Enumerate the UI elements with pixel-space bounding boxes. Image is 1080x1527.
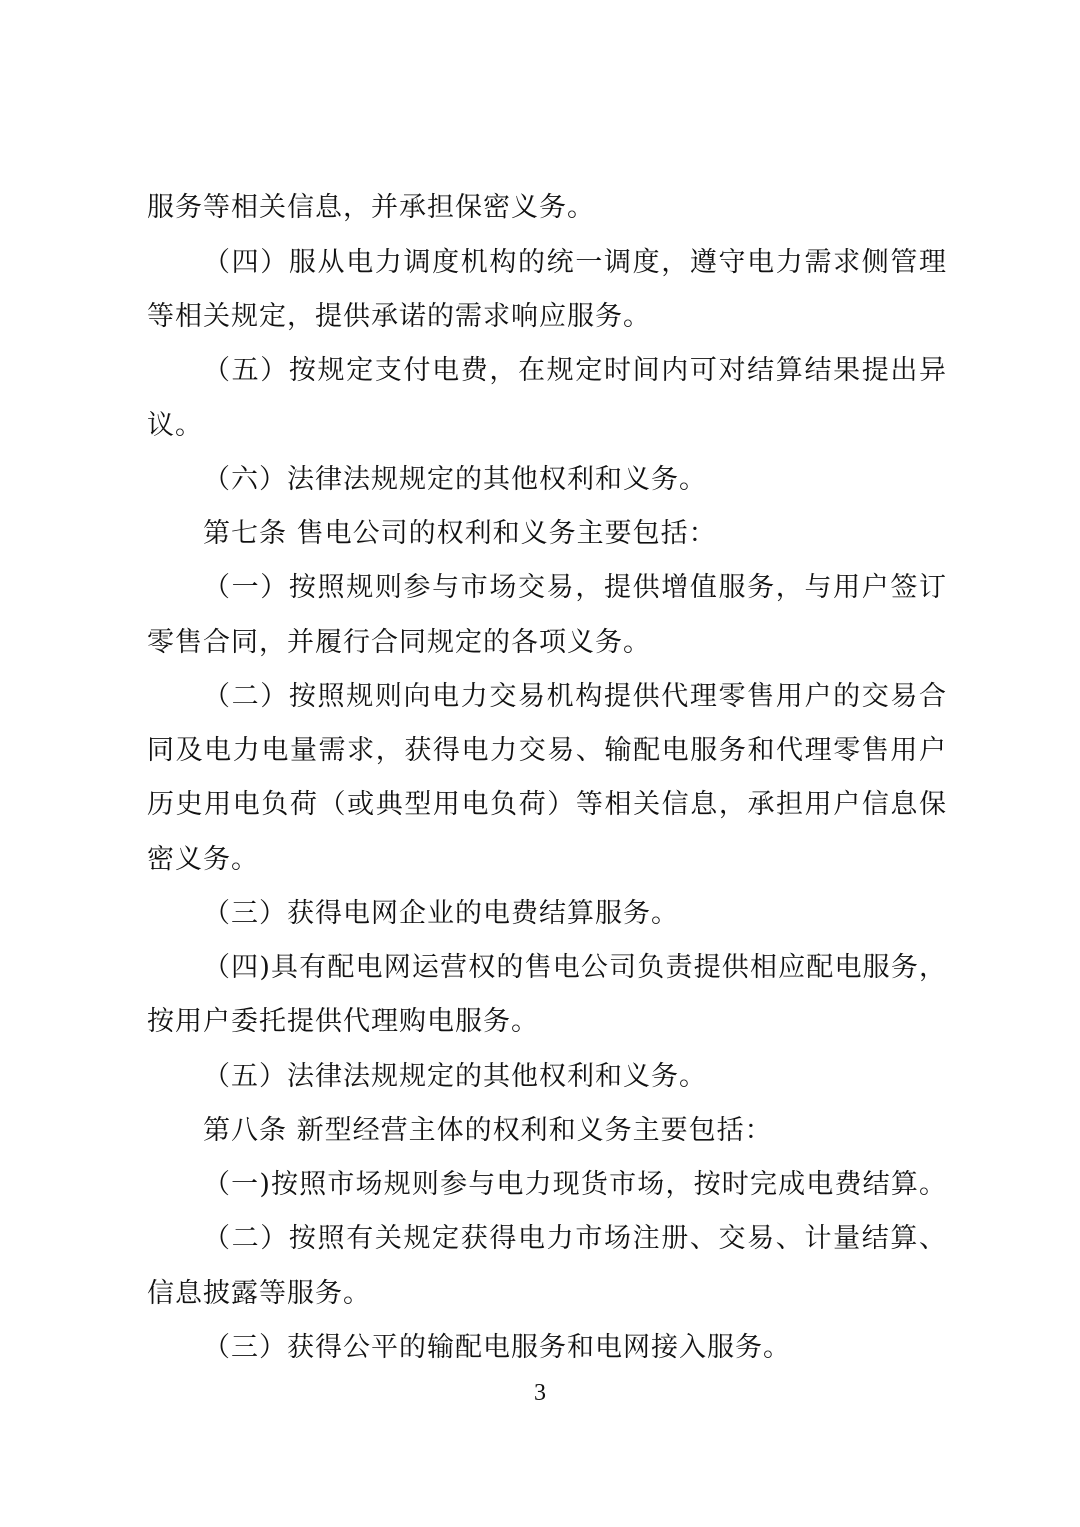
- text-line: 议。: [147, 410, 203, 441]
- text-line: （一)按照市场规则参与电力现货市场，按时完成电费结算。: [203, 1169, 947, 1200]
- article-heading: 第八条 新型经营主体的权利和义务主要包括：: [203, 1115, 773, 1146]
- text-line: （六）法律法规规定的其他权利和义务。: [203, 464, 707, 495]
- page-number: 3: [534, 1380, 546, 1406]
- text-line: （五）按规定支付电费，在规定时间内可对结算结果提出异: [203, 355, 947, 386]
- article-heading: 第七条 售电公司的权利和义务主要包括：: [203, 518, 717, 549]
- text-line: （三）获得公平的输配电服务和电网接入服务。: [203, 1332, 791, 1363]
- text-line: （五）法律法规规定的其他权利和义务。: [203, 1061, 707, 1092]
- text-line: （二）按照规则向电力交易机构提供代理零售用户的交易合: [203, 681, 947, 712]
- text-line: 服务等相关信息，并承担保密义务。: [147, 192, 595, 223]
- text-line: （四）服从电力调度机构的统一调度，遵守电力需求侧管理: [203, 247, 947, 278]
- text-line: 零售合同，并履行合同规定的各项义务。: [147, 627, 651, 658]
- text-line: （三）获得电网企业的电费结算服务。: [203, 898, 679, 929]
- text-line: （四)具有配电网运营权的售电公司负责提供相应配电服务，: [203, 952, 947, 983]
- text-line: 信息披露等服务。: [147, 1278, 371, 1309]
- text-line: 历史用电负荷（或典型用电负荷）等相关信息，承担用户信息保: [147, 789, 947, 820]
- text-line: 密义务。: [147, 844, 259, 875]
- text-line: 同及电力电量需求，获得电力交易、输配电服务和代理零售用户: [147, 735, 947, 766]
- text-line: 等相关规定，提供承诺的需求响应服务。: [147, 301, 651, 332]
- text-line: （一）按照规则参与市场交易，提供增值服务，与用户签订: [203, 572, 947, 603]
- text-line: （二）按照有关规定获得电力市场注册、交易、计量结算、: [203, 1223, 947, 1254]
- text-line: 按用户委托提供代理购电服务。: [147, 1006, 539, 1037]
